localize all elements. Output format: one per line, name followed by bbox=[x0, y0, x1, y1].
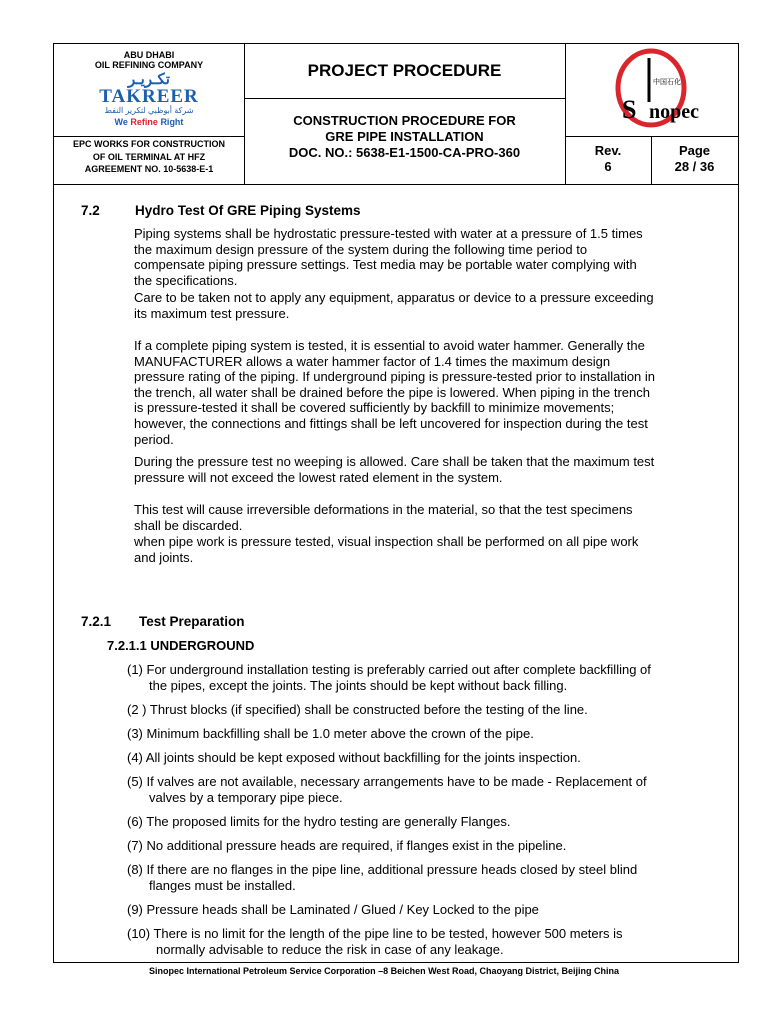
revision-value: 6 bbox=[604, 159, 612, 174]
paragraph-line: pressure will not exceed the lowest rated element in the system. bbox=[134, 469, 503, 485]
list-item-line: (7) No additional pressure heads are required, if flanges exist in the pipeline. bbox=[127, 838, 567, 853]
svg-text:中国石化: 中国石化 bbox=[653, 78, 681, 86]
svg-text:S: S bbox=[622, 95, 637, 124]
page-footer: Sinopec International Petroleum Service Corporation –8 Beichen West Road, Chaoyang District, Beijing China bbox=[149, 966, 619, 976]
takreer-slogan: We Refine Right bbox=[114, 117, 184, 127]
epc-agreement bbox=[54, 136, 244, 184]
page-value: 28 / 36 bbox=[674, 159, 715, 174]
list-item-line: (9) Pressure heads shall be Laminated / Glued / Key Locked to the pipe bbox=[127, 902, 539, 917]
list-item-line: (2 ) Thrust blocks (if specified) shall be constructed before the testing of the line. bbox=[127, 702, 588, 717]
list-item-line: valves by a temporary pipe piece. bbox=[149, 789, 343, 805]
list-item-line: (8) If there are no flanges in the pipe line, additional pressure heads closed by steel blind bbox=[127, 862, 638, 877]
subsection-number: 7.2.1 bbox=[81, 614, 112, 629]
paragraph-line: pressure rating of the piping. If underground piping is pressure-tested prior to installation in bbox=[134, 369, 656, 385]
paragraph-line: compensate piping pressure settings. Test media may be portable water complying with bbox=[134, 257, 637, 273]
paragraph-line: period. bbox=[134, 431, 174, 447]
list-item-line: (3) Minimum backfilling shall be 1.0 meter above the crown of the pipe. bbox=[127, 726, 534, 741]
takreer-logo-arabic-sub: شركة أبوظبي لتكرير النفط bbox=[104, 106, 194, 115]
svg-text:nopec: nopec bbox=[649, 101, 699, 123]
revision-label: Rev. bbox=[594, 143, 622, 158]
section-title: Hydro Test Of GRE Piping Systems bbox=[135, 203, 361, 218]
paragraph-line: the maximum design pressure of the system during the following time period to bbox=[134, 241, 588, 257]
page-label: Page bbox=[678, 143, 711, 158]
document-title: PROJECT PROCEDURE bbox=[307, 61, 502, 80]
paragraph-line: Care to be taken not to apply any equipment, apparatus or device to a pressure exceeding bbox=[134, 290, 654, 305]
paragraph-line: and joints. bbox=[134, 549, 194, 565]
document-number: DOC. NO.: 5638-E1-1500-CA-PRO-360 bbox=[288, 145, 521, 160]
subsection-title: Test Preparation bbox=[139, 614, 245, 629]
paragraph-line: MANUFACTURER allows a water hammer factor of 1.4 times the maximum design bbox=[134, 353, 611, 369]
subtitle-line2: GRE PIPE INSTALLATION bbox=[325, 129, 484, 144]
page-frame bbox=[53, 43, 739, 963]
paragraph-line: If a complete piping system is tested, it is essential to avoid water hammer. Generally the bbox=[134, 338, 645, 353]
underground-heading: 7.2.1.1 UNDERGROUND bbox=[107, 638, 255, 653]
list-item-line: normally advisable to reduce the risk in case of any leakage. bbox=[156, 941, 504, 957]
page-cell bbox=[651, 136, 738, 184]
takreer-logo bbox=[94, 72, 204, 130]
company-block bbox=[54, 44, 244, 136]
document-subtitle bbox=[244, 98, 565, 184]
paragraph-line: the specifications. bbox=[134, 272, 238, 288]
document-header bbox=[54, 44, 738, 185]
company-name-line1: ABU DHABI bbox=[123, 50, 175, 60]
company-name-line2: OIL REFINING COMPANY bbox=[94, 60, 204, 70]
list-item-line: (4) All joints should be kept exposed without backfilling for the joints inspection. bbox=[127, 750, 581, 765]
epc-line3: AGREEMENT NO. 10-5638-E-1 bbox=[84, 164, 214, 174]
paragraph-line: During the pressure test no weeping is allowed. Care shall be taken that the maximum test bbox=[134, 454, 655, 469]
epc-line2: OF OIL TERMINAL AT HFZ bbox=[92, 151, 206, 162]
list-item-line: flanges must be installed. bbox=[149, 877, 296, 893]
epc-line1: EPC WORKS FOR CONSTRUCTION bbox=[73, 139, 225, 149]
paragraph-line: when pipe work is pressure tested, visual inspection shall be performed on all pipe work bbox=[134, 534, 639, 549]
paragraph-line: its maximum test pressure. bbox=[134, 305, 290, 321]
takreer-logo-latin: TAKREER bbox=[99, 86, 199, 107]
paragraph-line: This test will cause irreversible deformations in the material, so that the test specimens bbox=[134, 502, 633, 517]
list-item-line: (10) There is no limit for the length of the pipe line to be tested, however 500 meters is bbox=[127, 926, 623, 941]
list-item-line: (5) If valves are not available, necessary arrangements have to be made - Replacement of bbox=[127, 774, 647, 789]
paragraph-line: shall be discarded. bbox=[134, 517, 243, 533]
list-item-line: the pipes, except the joints. The joints should be kept without back filling. bbox=[149, 677, 568, 693]
list-item-line: (6) The proposed limits for the hydro testing are generally Flanges. bbox=[127, 814, 511, 829]
paragraph-line: is pressure-tested it shall be covered sufficiently by backfill to minimize movements; bbox=[134, 400, 615, 416]
subtitle-line1: CONSTRUCTION PROCEDURE FOR bbox=[293, 113, 516, 128]
revision-cell bbox=[565, 136, 651, 184]
list-item-line: (1) For underground installation testing is preferably carried out after complete backfilling of bbox=[127, 662, 651, 677]
paragraph-line: however, the connections and fittings shall be left uncovered for inspection during the test bbox=[134, 416, 648, 431]
sinopec-logo-icon bbox=[565, 44, 738, 136]
section-number: 7.2 bbox=[81, 203, 100, 218]
paragraph-line: the trench, all water shall be drained before the pipe is lowered. When piping in the trench bbox=[134, 384, 650, 400]
takreer-logo-arabic: تكـريـر bbox=[128, 71, 170, 88]
sinopec-logo bbox=[565, 44, 738, 136]
paragraph-line: Piping systems shall be hydrostatic pressure-tested with water at a pressure of 1.5 times bbox=[134, 226, 643, 241]
